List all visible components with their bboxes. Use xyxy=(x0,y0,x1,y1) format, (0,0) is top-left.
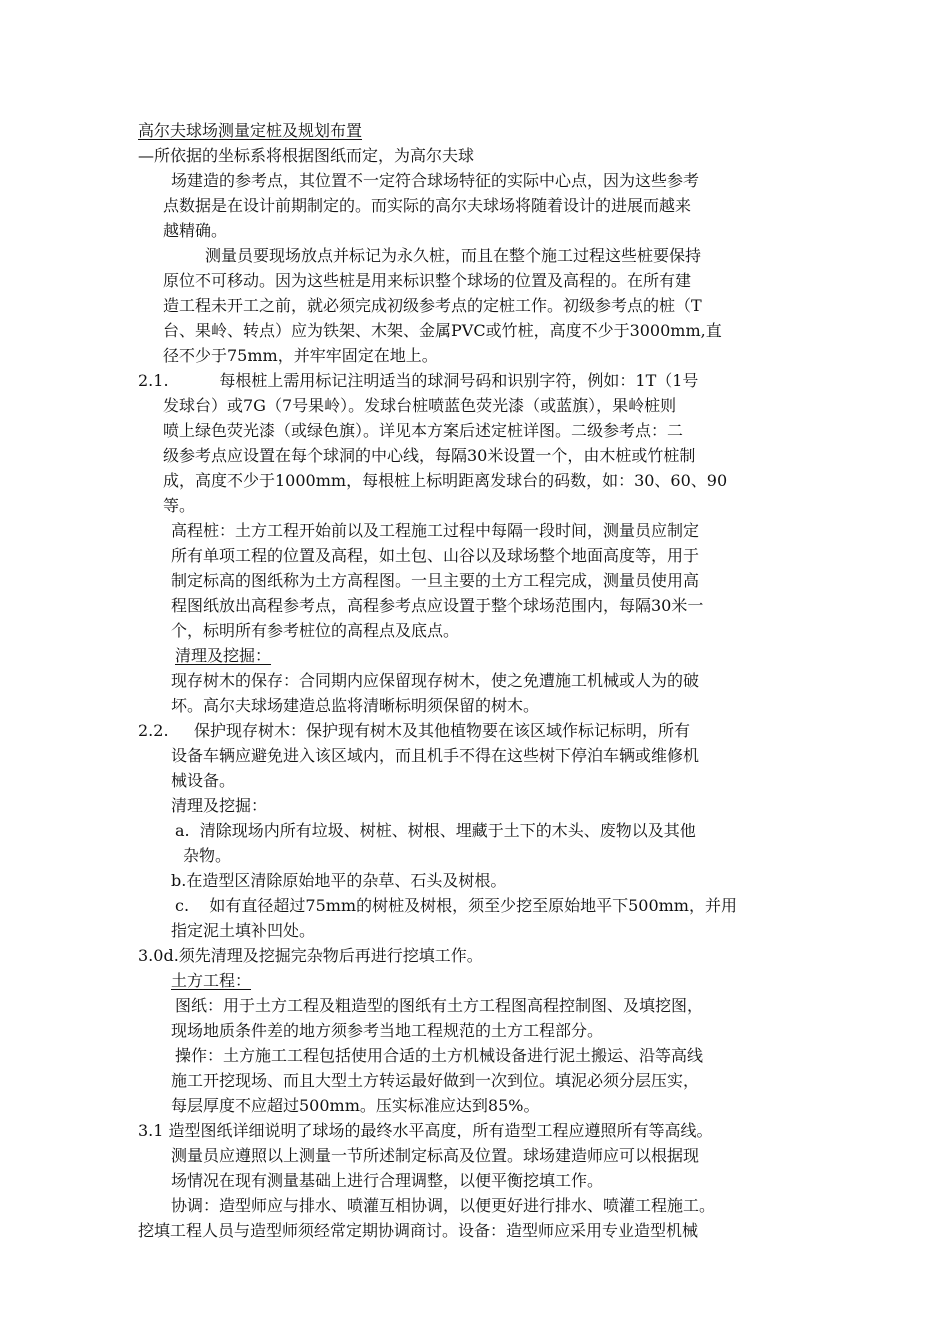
text-line: 图纸：用于土方工程及粗造型的图纸有土方工程图高程控制图、及填挖图， xyxy=(175,996,704,1015)
text-line: 成，高度不少于1000mm，每根桩上标明距离发球台的码数，如：30、60、90 xyxy=(163,471,728,490)
text-line: 场建造的参考点，其位置不一定符合球场特征的实际中心点，因为这些参考 xyxy=(171,171,700,190)
text-line: 原位不可移动。因为这些桩是用来标识整个球场的位置及高程的。在所有建 xyxy=(163,271,692,290)
text-line: 现存树木的保存：合同期内应保留现存树木，使之免遭施工机械或人为的破 xyxy=(171,671,700,690)
text-line: 协调：造型师应与排水、喷灌互相协调，以便更好进行排水、喷灌工程施工。 xyxy=(171,1196,716,1215)
text-line: 越精确。 xyxy=(163,221,228,240)
text-line: 3.1 造型图纸详细说明了球场的最终水平高度，所有造型工程应遵照所有等高线。 xyxy=(138,1121,713,1140)
text-line: 级参考点应设置在每个球洞的中心线，每隔30米设置一个，由木桩或竹桩制 xyxy=(163,446,696,465)
text-line: 发球台）或7G（7号果岭）。发球台桩喷蓝色荧光漆（或蓝旗），果岭桩则 xyxy=(163,396,677,415)
text-line: b.在造型区清除原始地平的杂草、石头及树根。 xyxy=(171,871,507,890)
text-line: 测量员要现场放点并标记为永久桩，而且在整个施工过程这些桩要保持 xyxy=(205,246,702,265)
text-line: c. 如有直径超过75mm的树桩及树根，须至少挖至原始地平下500mm，并用 xyxy=(175,896,737,915)
text-line: 造工程未开工之前，就必须完成初级参考点的定桩工作。初级参考点的桩（T xyxy=(163,296,702,315)
text-line: 所有单项工程的位置及高程，如土包、山谷以及球场整个地面高度等，用于 xyxy=(171,546,700,565)
text-line: 2.1. 每根桩上需用标记注明适当的球洞号码和识别字符，例如：1T（1号 xyxy=(138,371,699,390)
text-line: 程图纸放出高程参考点，高程参考点应设置于整个球场范围内，每隔30米一 xyxy=(171,596,704,615)
text-line: 2.2. 保护现存树木：保护现有树木及其他植物要在该区域作标记标明，所有 xyxy=(138,721,690,740)
text-line: 指定泥土填补凹处。 xyxy=(171,921,316,940)
text-line: 清理及挖掘： xyxy=(175,646,272,665)
text-line: 高程桩：土方工程开始前以及工程施工过程中每隔一段时间，测量员应制定 xyxy=(171,521,700,540)
text-line: 3.0d.须先清理及挖掘完杂物后再进行挖填工作。 xyxy=(138,946,483,965)
text-line: 现场地质条件差的地方须参考当地工程规范的土方工程部分。 xyxy=(171,1021,604,1040)
text-line: 操作：土方施工工程包括使用合适的土方机械设备进行泥土搬运、沿等高线 xyxy=(175,1046,704,1065)
text-line: 清理及挖掘： xyxy=(171,796,268,815)
text-line: 杂物。 xyxy=(183,846,232,865)
text-line: 设备车辆应避免进入该区域内，而且机手不得在这些树下停泊车辆或维修机 xyxy=(171,746,700,765)
text-line: 场情况在现有测量基础上进行合理调整，以便平衡挖填工作。 xyxy=(171,1171,604,1190)
text-line: 个，标明所有参考桩位的高程点及底点。 xyxy=(171,621,460,640)
text-line: —所依据的坐标系将根据图纸而定，为高尔夫球 xyxy=(138,146,475,165)
text-line: 制定标高的图纸称为土方高程图。一旦主要的土方工程完成，测量员使用高 xyxy=(171,571,700,590)
text-line: 每层厚度不应超过500mm。压实标准应达到85%。 xyxy=(171,1096,540,1115)
text-line: 喷上绿色荧光漆（或绿色旗）。详见本方案后述定桩详图。二级参考点：二 xyxy=(163,421,684,440)
text-line: 径不少于75mm，并牢牢固定在地上。 xyxy=(163,346,438,365)
text-line: 坏。高尔夫球场建造总监将清晰标明须保留的树木。 xyxy=(171,696,540,715)
text-line: 械设备。 xyxy=(171,771,236,790)
text-line: 测量员应遵照以上测量一节所述制定标高及位置。球场建造师应可以根据现 xyxy=(171,1146,700,1165)
document-title: 高尔夫球场测量定桩及规划布置 xyxy=(138,121,363,140)
text-line: 等。 xyxy=(163,496,196,515)
text-line: a. 清除现场内所有垃圾、树桩、树根、埋藏于土下的木头、废物以及其他 xyxy=(175,821,696,840)
text-line: 点数据是在设计前期制定的。而实际的高尔夫球场将随着设计的进展而越来 xyxy=(163,196,692,215)
text-line: 台、果岭、转点）应为铁架、木架、金属PVC或竹桩，高度不少于3000mm,直 xyxy=(163,321,722,340)
text-line: 施工开挖现场、而且大型土方转运最好做到一次到位。填泥必须分层压实， xyxy=(171,1071,700,1090)
text-line: 土方工程： xyxy=(171,971,252,990)
text-line: 挖填工程人员与造型师须经常定期协调商讨。设备：造型师应采用专业造型机械 xyxy=(138,1221,699,1240)
